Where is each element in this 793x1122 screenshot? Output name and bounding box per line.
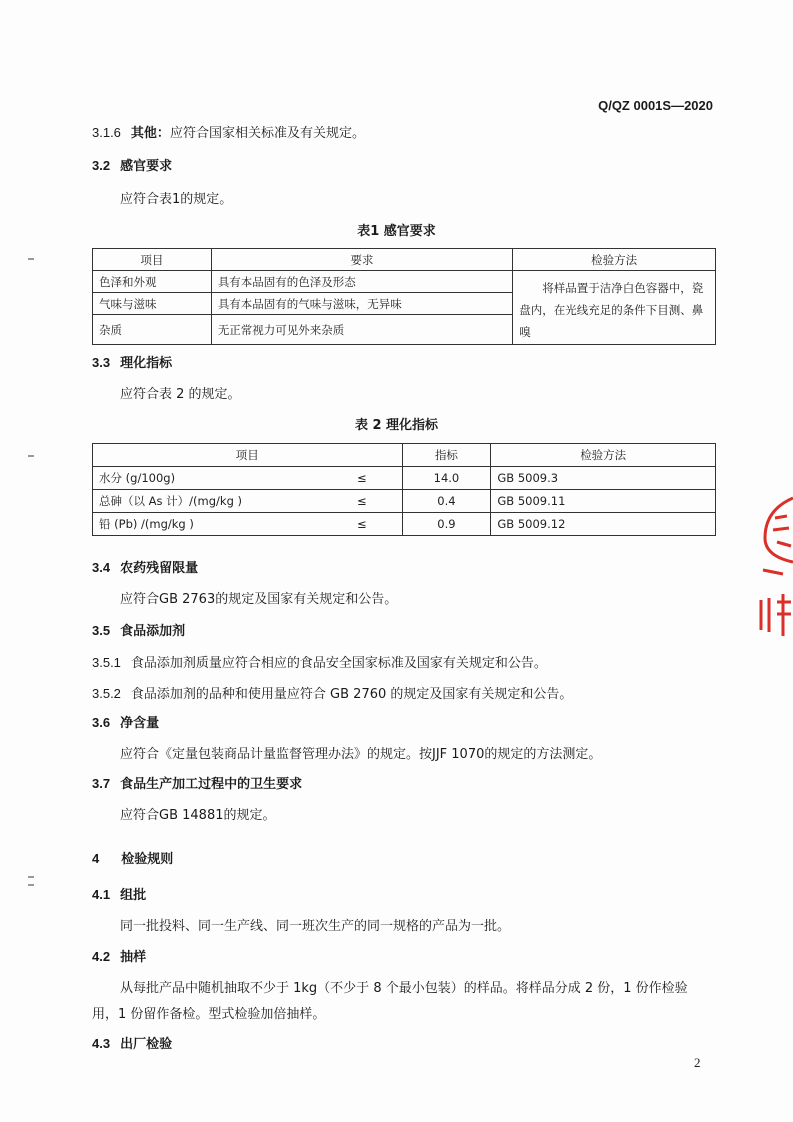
section-number: 3.4 xyxy=(92,560,111,575)
header-requirement: 要求 xyxy=(211,249,512,271)
cell-item: 杂质 xyxy=(93,315,212,345)
section-4-1-heading xyxy=(92,884,146,903)
section-4-2-heading xyxy=(92,946,146,965)
physicochemical-indicators-table xyxy=(92,443,716,536)
cell-method: GB 5009.11 xyxy=(491,490,716,513)
section-3-5-2 xyxy=(92,683,572,702)
section-number: 3.1.6 xyxy=(92,125,121,140)
section-4-heading xyxy=(92,848,173,867)
table-header-row xyxy=(93,249,716,271)
table-row xyxy=(93,490,716,513)
section-number: 4.2 xyxy=(92,949,111,964)
table-row xyxy=(93,513,716,536)
sensory-requirements-table xyxy=(92,248,716,345)
section-title: 组批 xyxy=(120,888,147,903)
section-title: 抽样 xyxy=(120,950,147,965)
header-method: 检验方法 xyxy=(491,444,716,467)
section-title: 其他： xyxy=(130,126,170,141)
document-code: Q/QZ 0001S—2020 xyxy=(598,98,713,113)
section-text: 应符合国家相关标准及有关规定。 xyxy=(169,126,365,141)
cell-method: GB 5009.12 xyxy=(491,513,716,536)
cell-item: 铅 (Pb) /(mg/kg ) xyxy=(93,513,323,536)
section-3-1-6 xyxy=(92,122,365,141)
table-row xyxy=(93,467,716,490)
table1-caption: 表1 感官要求 xyxy=(357,224,436,239)
section-3-5-heading xyxy=(92,620,185,639)
header-item: 项目 xyxy=(93,249,212,271)
cell-requirement: 具有本品固有的气味与滋味，无异味 xyxy=(211,293,512,315)
cell-operator: ≤ xyxy=(322,490,402,513)
section-3-4-text: 应符合GB 2763的规定及国家有关规定和公告。 xyxy=(120,592,398,607)
section-text: 食品添加剂质量应符合相应的食品安全国家标准及国家有关规定和公告。 xyxy=(130,656,547,671)
section-4-2-text-line1: 从每批产品中随机抽取不少于 1kg（不少于 8 个最小包装）的样品。将样品分成 2 份，1 份作检验 xyxy=(120,981,688,996)
section-number: 4.3 xyxy=(92,1036,111,1051)
scan-mark xyxy=(28,876,34,878)
cell-value: 0.4 xyxy=(402,490,491,513)
section-title: 食品生产加工过程中的卫生要求 xyxy=(120,777,303,792)
cell-item: 气味与滋味 xyxy=(93,293,212,315)
cell-value: 14.0 xyxy=(402,467,491,490)
section-3-4-heading xyxy=(92,557,198,576)
section-4-1-text: 同一批投料、同一生产线、同一班次生产的同一规格的产品为一批。 xyxy=(120,919,511,934)
section-3-6-heading xyxy=(92,712,159,731)
section-number: 3.7 xyxy=(92,776,111,791)
stamp-partial xyxy=(753,490,793,650)
section-number: 3.6 xyxy=(92,715,111,730)
section-number: 3.5.1 xyxy=(92,655,121,670)
section-3-3-text: 应符合表 2 的规定。 xyxy=(120,387,241,402)
cell-operator: ≤ xyxy=(322,467,402,490)
section-4-2-text-line2: 用，1 份留作备检。型式检验加倍抽样。 xyxy=(92,1007,326,1022)
section-3-5-1 xyxy=(92,652,547,671)
section-text: 食品添加剂的品种和使用量应符合 GB 2760 的规定及国家有关规定和公告。 xyxy=(130,687,573,702)
page-number: 2 xyxy=(694,1055,701,1070)
section-title: 感官要求 xyxy=(120,159,173,174)
cell-item: 色泽和外观 xyxy=(93,271,212,293)
section-number: 4.1 xyxy=(92,887,111,902)
cell-method: 将样品置于洁净白色容器中，瓷盘内，在光线充足的条件下目测、鼻嗅 xyxy=(513,271,716,345)
section-title: 出厂检验 xyxy=(120,1037,173,1052)
header-indicator: 指标 xyxy=(402,444,491,467)
header-item: 项目 xyxy=(93,444,403,467)
section-3-7-text: 应符合GB 14881的规定。 xyxy=(120,808,276,823)
section-title: 理化指标 xyxy=(120,356,173,371)
section-number: 4 xyxy=(92,851,100,866)
table-row xyxy=(93,271,716,293)
section-3-6-text: 应符合《定量包装商品计量监督管理办法》的规定。按JJF 1070的规定的方法测定。 xyxy=(120,747,602,762)
section-number: 3.5 xyxy=(92,623,111,638)
cell-method: GB 5009.3 xyxy=(491,467,716,490)
scan-mark xyxy=(28,258,34,260)
cell-item: 水分 (g/100g) xyxy=(93,467,323,490)
section-3-2-heading xyxy=(92,155,172,174)
section-3-7-heading xyxy=(92,773,302,792)
section-title: 食品添加剂 xyxy=(120,624,186,639)
section-number: 3.3 xyxy=(92,355,111,370)
cell-item: 总砷（以 As 计）/(mg/kg ) xyxy=(93,490,323,513)
section-3-3-heading xyxy=(92,352,172,371)
table2-caption: 表 2 理化指标 xyxy=(354,418,439,433)
section-number: 3.5.2 xyxy=(92,686,121,701)
section-3-2-text: 应符合表1的规定。 xyxy=(120,192,233,207)
section-title: 农药残留限量 xyxy=(120,561,199,576)
scan-mark xyxy=(28,884,34,886)
cell-requirement: 具有本品固有的色泽及形态 xyxy=(211,271,512,293)
section-title: 净含量 xyxy=(120,716,160,731)
table-header-row xyxy=(93,444,716,467)
header-method: 检验方法 xyxy=(513,249,716,271)
scan-mark xyxy=(28,455,34,457)
section-number: 3.2 xyxy=(92,158,111,173)
section-4-3-heading xyxy=(92,1033,172,1052)
cell-requirement: 无正常视力可见外来杂质 xyxy=(211,315,512,345)
cell-operator: ≤ xyxy=(322,513,402,536)
section-title: 检验规则 xyxy=(121,852,174,867)
cell-value: 0.9 xyxy=(402,513,491,536)
